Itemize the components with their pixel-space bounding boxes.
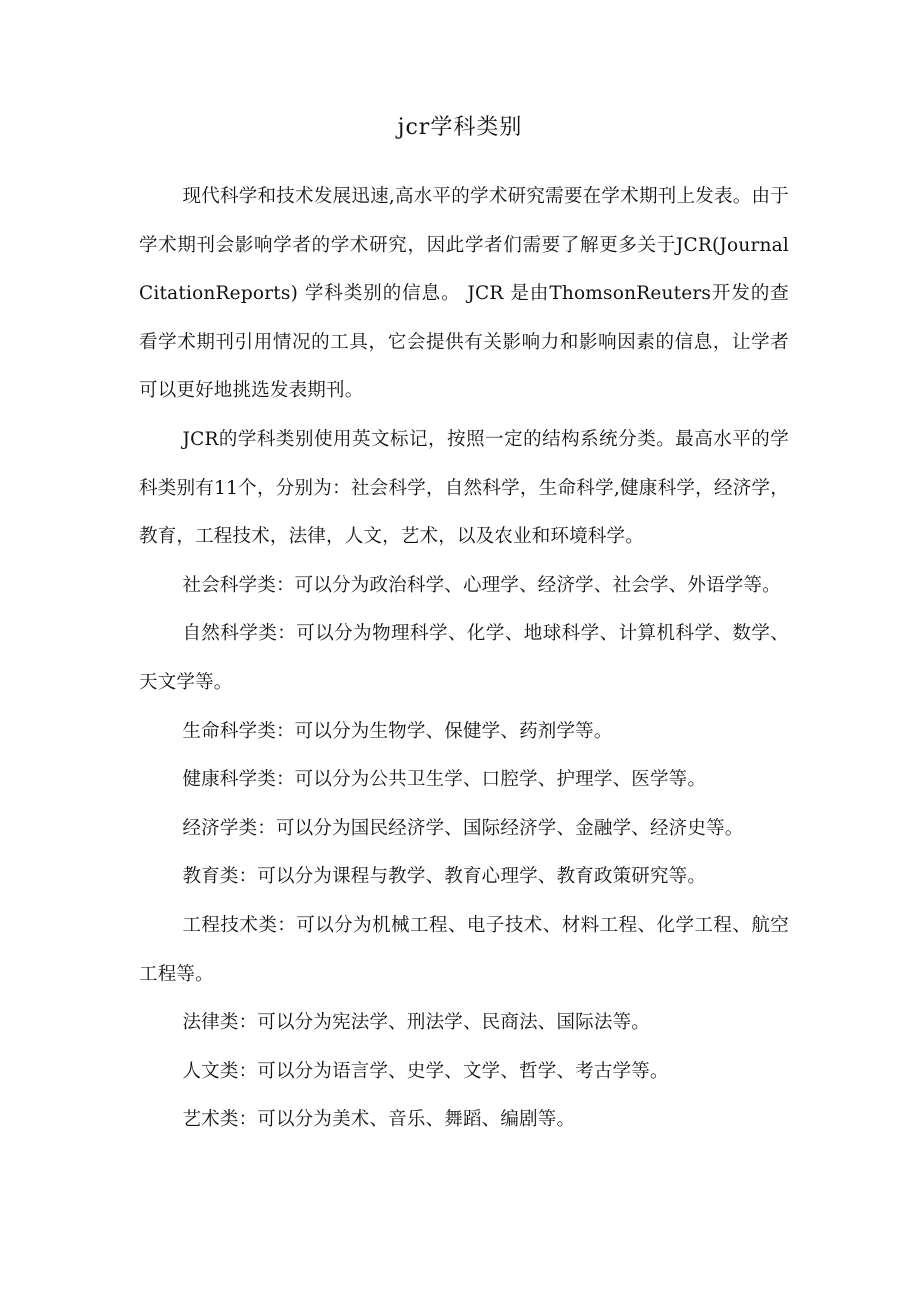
paragraph-arts: 艺术类：可以分为美术、音乐、舞蹈、编剧等。 <box>182 1109 576 1131</box>
paragraph-engineering: 工程技术类：可以分为机械工程、电子技术、材料工程、化学工程、航空工程等。 <box>139 914 789 985</box>
paragraph-social-science: 社会科学类：可以分为政治科学、心理学、经济学、社会学、外语学等。 <box>182 574 781 596</box>
document-body <box>139 173 789 1145</box>
paragraph-humanities: 人文类：可以分为语言学、史学、文学、哲学、考古学等。 <box>182 1060 669 1082</box>
paragraph-life-science: 生命科学类：可以分为生物学、保健学、药剂学等。 <box>182 720 613 742</box>
paragraph-law: 法律类：可以分为宪法学、刑法学、民商法、国际法等。 <box>182 1012 650 1034</box>
paragraph-natural-science: 自然科学类：可以分为物理科学、化学、地球科学、计算机科学、数学、天文学等。 <box>139 623 789 693</box>
document-title: jcr学科类别 <box>397 115 523 140</box>
paragraph-education: 教育类：可以分为课程与教学、教育心理学、教育政策研究等。 <box>182 866 707 888</box>
paragraph-categories-overview: JCR的学科类别使用英文标记，按照一定的结构系统分类。最高水平的学科类别有11个，分别为：社会科学，自然科学，生命科学,健康科学，经济学，教育，工程技术，法律，人文，艺术，以及农业和环境科学。 <box>139 428 789 548</box>
paragraph-intro: 现代科学和技术发展迅速,高水平的学术研究需要在学术期刊上发表。由于学术期刊会影响学者的学术研究，因此学者们需要了解更多关于JCR(JournalCitationReports) 学科类别的信息。 JCR 是由ThomsonReuters开发的查看学术期刊引用情况的工具，它会提供有关影响力和影响因素的信息，让学者可以更好地挑选发表期刊。 <box>139 186 789 402</box>
paragraph-health-science: 健康科学类：可以分为公共卫生学、口腔学、护理学、医学等。 <box>182 769 707 791</box>
paragraph-economics: 经济学类：可以分为国民经济学、国际经济学、金融学、经济史等。 <box>182 817 744 839</box>
